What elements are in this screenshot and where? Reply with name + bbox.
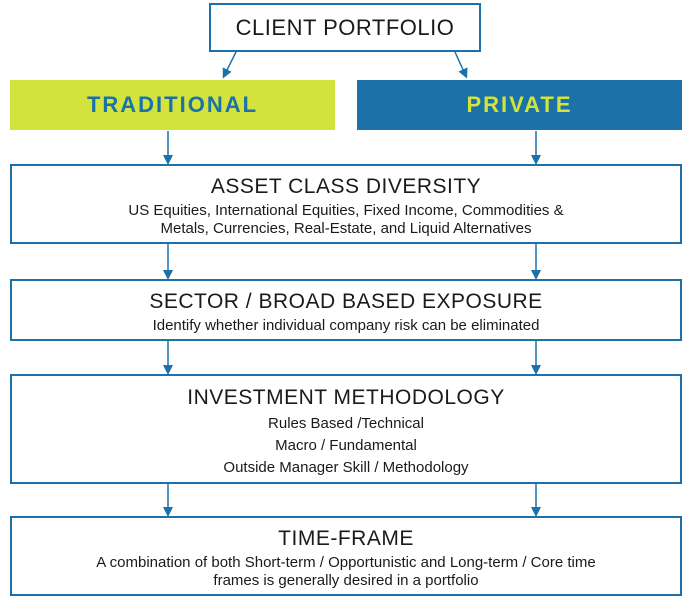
methodology-line-1: Rules Based /Technical <box>268 415 424 432</box>
traditional-label: TRADITIONAL <box>86 92 259 117</box>
sector-title: SECTOR / BROAD BASED EXPOSURE <box>149 290 543 313</box>
traditional-band <box>10 80 335 130</box>
private-label: PRIVATE <box>466 92 573 117</box>
methodology-box <box>10 374 682 484</box>
timeframe-title: TIME-FRAME <box>278 527 414 550</box>
client-portfolio-box <box>209 3 481 52</box>
asset-class-title: ASSET CLASS DIVERSITY <box>210 175 482 198</box>
methodology-line-3: Outside Manager Skill / Methodology <box>223 459 469 476</box>
private-band <box>357 80 682 130</box>
arrow-top-to-traditional <box>225 52 236 74</box>
asset-class-box <box>10 164 682 244</box>
timeframe-line-1: A combination of both Short-term / Opportunistic and Long-term / Core time <box>96 554 596 571</box>
sector-box <box>10 279 682 341</box>
timeframe-line-2: frames is generally desired in a portfolio <box>213 572 479 589</box>
arrow-top-to-private <box>455 52 465 74</box>
methodology-title: INVESTMENT METHODOLOGY <box>187 386 505 409</box>
client-portfolio-label: CLIENT PORTFOLIO <box>235 14 455 40</box>
methodology-line-2: Macro / Fundamental <box>275 437 417 454</box>
timeframe-box <box>10 516 682 596</box>
asset-class-line-1: US Equities, International Equities, Fixed Income, Commodities & <box>128 202 564 219</box>
asset-class-line-2: Metals, Currencies, Real-Estate, and Liquid Alternatives <box>160 220 532 237</box>
sector-line-1: Identify whether individual company risk can be eliminated <box>152 317 540 334</box>
